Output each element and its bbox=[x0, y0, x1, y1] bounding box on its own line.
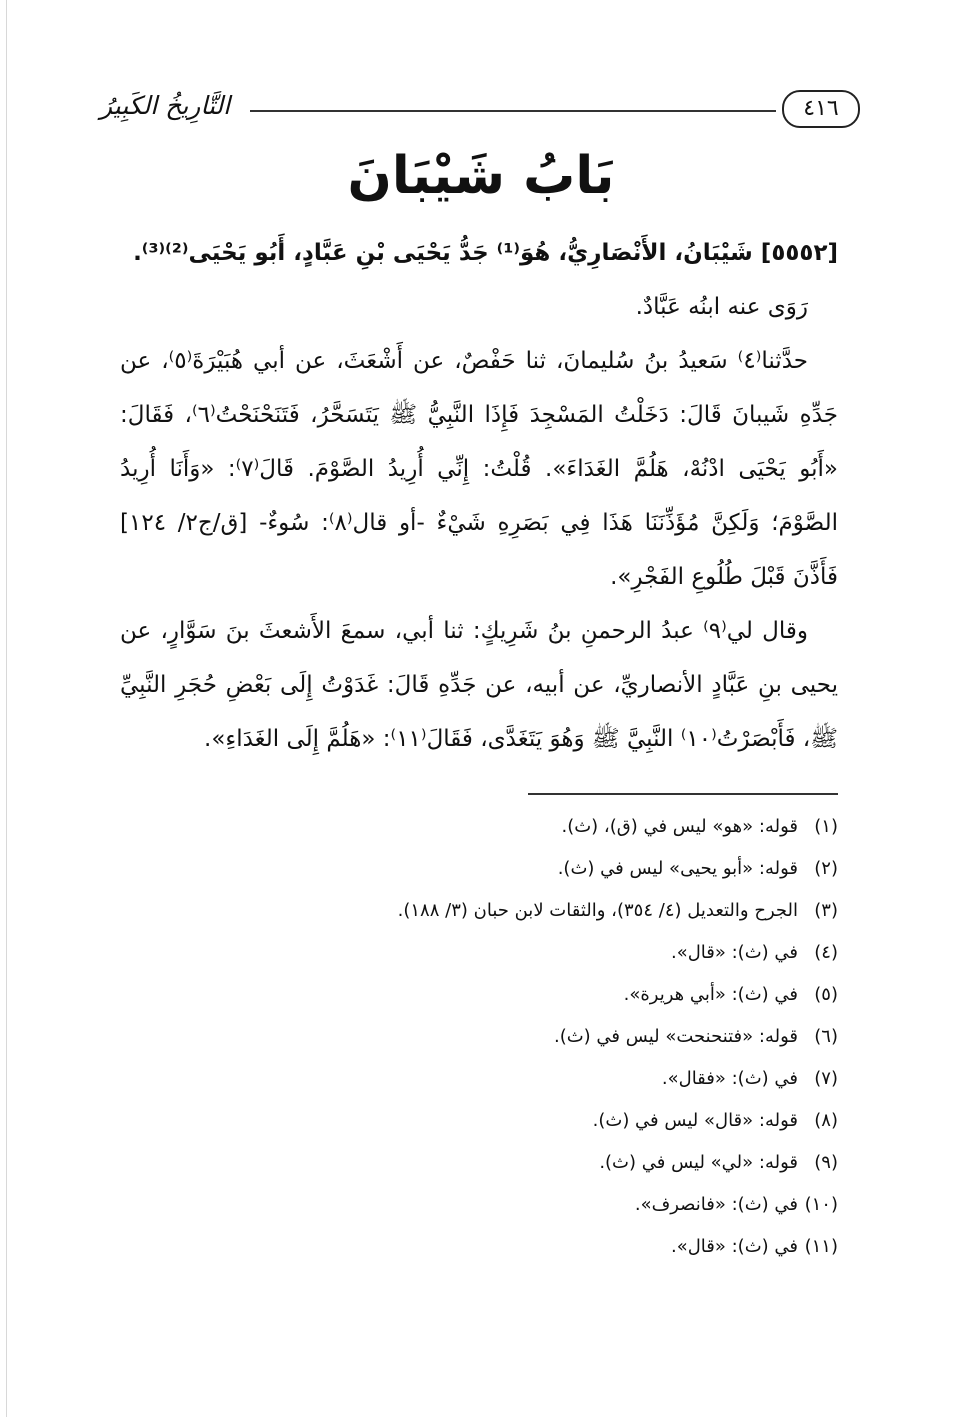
header-rule bbox=[250, 110, 776, 112]
footnote-number: (١١) bbox=[804, 1236, 838, 1257]
footnote-item bbox=[120, 1016, 838, 1058]
paragraph-hadith-1: حدَّثنا⁽٤⁾ سَعيدُ بنُ سُليمانَ، ثنا حَفْصٌ، عن أَشْعَثَ، عن أبي هُبَيْرَةَ⁽٥⁾، عن جَدِّهِ شَيبانَ قَالَ: دَخَلْتُ المَسْجِدَ فَإِذَا النَّبِيُّ ﷺ يَتَسَحَّرُ، فَتَنَحْنَحْتُ⁽٦⁾، فَقَالَ: «أَبُو يَحْيَى ادْنُهْ، هَلُمَّ الغَدَاءَ». قُلْتُ: إِنِّي أُرِيدُ الصَّوْمَ. قَالَ⁽٧⁾: «وَأَنَا أُرِيدُ الصَّوْمَ؛ وَلَكِنَّ مُؤَذِّنَنَا هَذَا فِي بَصَرِهِ شَيْءٌ -أو قال⁽٨⁾: سُوءٌ- [ق/ج٢/ ١٢٤] فَأَذَّنَ قَبْلَ طُلُوعِ الفَجْرِ». bbox=[120, 348, 838, 590]
footnote-number: (٧) bbox=[814, 1068, 838, 1089]
footnote-item bbox=[120, 932, 838, 974]
footnote-item bbox=[120, 848, 838, 890]
footnote-text: الجرح والتعديل (٤/ ٣٥٤)، والثقات لابن حبان (٣/ ١٨٨). bbox=[397, 900, 798, 921]
footnote-number: (٤) bbox=[814, 942, 838, 963]
footnote-text: في (ث): «قال». bbox=[670, 1236, 798, 1257]
footnote-number: (١) bbox=[814, 816, 838, 837]
paragraph-hadith-2: وقال لي⁽٩⁾ عبدُ الرحمنِ بنُ شَرِيكٍ: ثنا أبي، سمعَ الأَشعثَ بنَ سَوَّارٍ، عن يحيى بنِ عَبَّادٍ الأنصاريِّ، عن أبيه، عن جَدِّهِ قَالَ: غَدَوْتُ إِلَى بَعْضِ حُجَرِ النَّبِيِّ ﷺ، فَأَبْصَرْتُ⁽١٠⁾ النَّبِيَّ ﷺ وَهُوَ يَتَغَدَّى، فَقَالَ⁽١١⁾: «هَلُمَّ إِلَى الغَدَاءِ». bbox=[120, 618, 838, 752]
footnote-item bbox=[120, 1100, 838, 1142]
footnote-number: (٨) bbox=[814, 1110, 838, 1131]
footnote-item bbox=[120, 1058, 838, 1100]
footnote-number: (٣) bbox=[814, 900, 838, 921]
entry-heading: [٥٥٥٢] شَيْبَانُ، الأَنْصَارِيُّ، هُوَ⁽¹⁾ جَدُّ يَحْيَى بْنِ عَبَّادٍ، أَبُو يَحْيَى⁽²⁾⁽³⁾. bbox=[133, 240, 838, 266]
page-header bbox=[100, 88, 860, 132]
footnotes-list bbox=[120, 806, 838, 1268]
footnote-item bbox=[120, 890, 838, 932]
footnote-item bbox=[120, 1184, 838, 1226]
running-title: التَّارِيخُ الكَبِيرُ bbox=[100, 91, 231, 120]
footnote-text: في (ث): «فقال». bbox=[661, 1068, 798, 1089]
footnote-text: في (ث): «أبي هريرة». bbox=[623, 984, 798, 1005]
footnote-text: قوله: «هو» ليس في (ق)، (ث). bbox=[561, 816, 798, 837]
page-number: ٤١٦ bbox=[782, 90, 860, 128]
footnote-text: في (ث): «قال». bbox=[670, 942, 798, 963]
footnote-text: في (ث): «فانصرف». bbox=[634, 1194, 798, 1215]
chapter-title: بَابُ شَيْبَانَ bbox=[347, 146, 615, 206]
footnote-number: (٦) bbox=[814, 1026, 838, 1047]
paragraph-narration: رَوَى عنه ابنُه عَبَّادٌ. bbox=[635, 294, 808, 320]
footnote-number: (٢) bbox=[814, 858, 838, 879]
footnote-number: (٩) bbox=[814, 1152, 838, 1173]
footnote-number: (١٠) bbox=[804, 1194, 838, 1215]
footnote-text: قوله: «قال» ليس في (ث). bbox=[592, 1110, 798, 1131]
footnote-item bbox=[120, 974, 838, 1016]
main-text bbox=[120, 226, 838, 766]
footnote-text: قوله: «أبو يحيى» ليس في (ث). bbox=[557, 858, 798, 879]
footnote-item bbox=[120, 1142, 838, 1184]
footnote-item bbox=[120, 1226, 838, 1268]
footnote-number: (٥) bbox=[814, 984, 838, 1005]
footnote-text: قوله: «لي» ليس في (ث). bbox=[599, 1152, 798, 1173]
footnote-separator bbox=[528, 793, 838, 795]
footnote-text: قوله: «فتنحنحت» ليس في (ث). bbox=[553, 1026, 798, 1047]
footnote-item bbox=[120, 806, 838, 848]
